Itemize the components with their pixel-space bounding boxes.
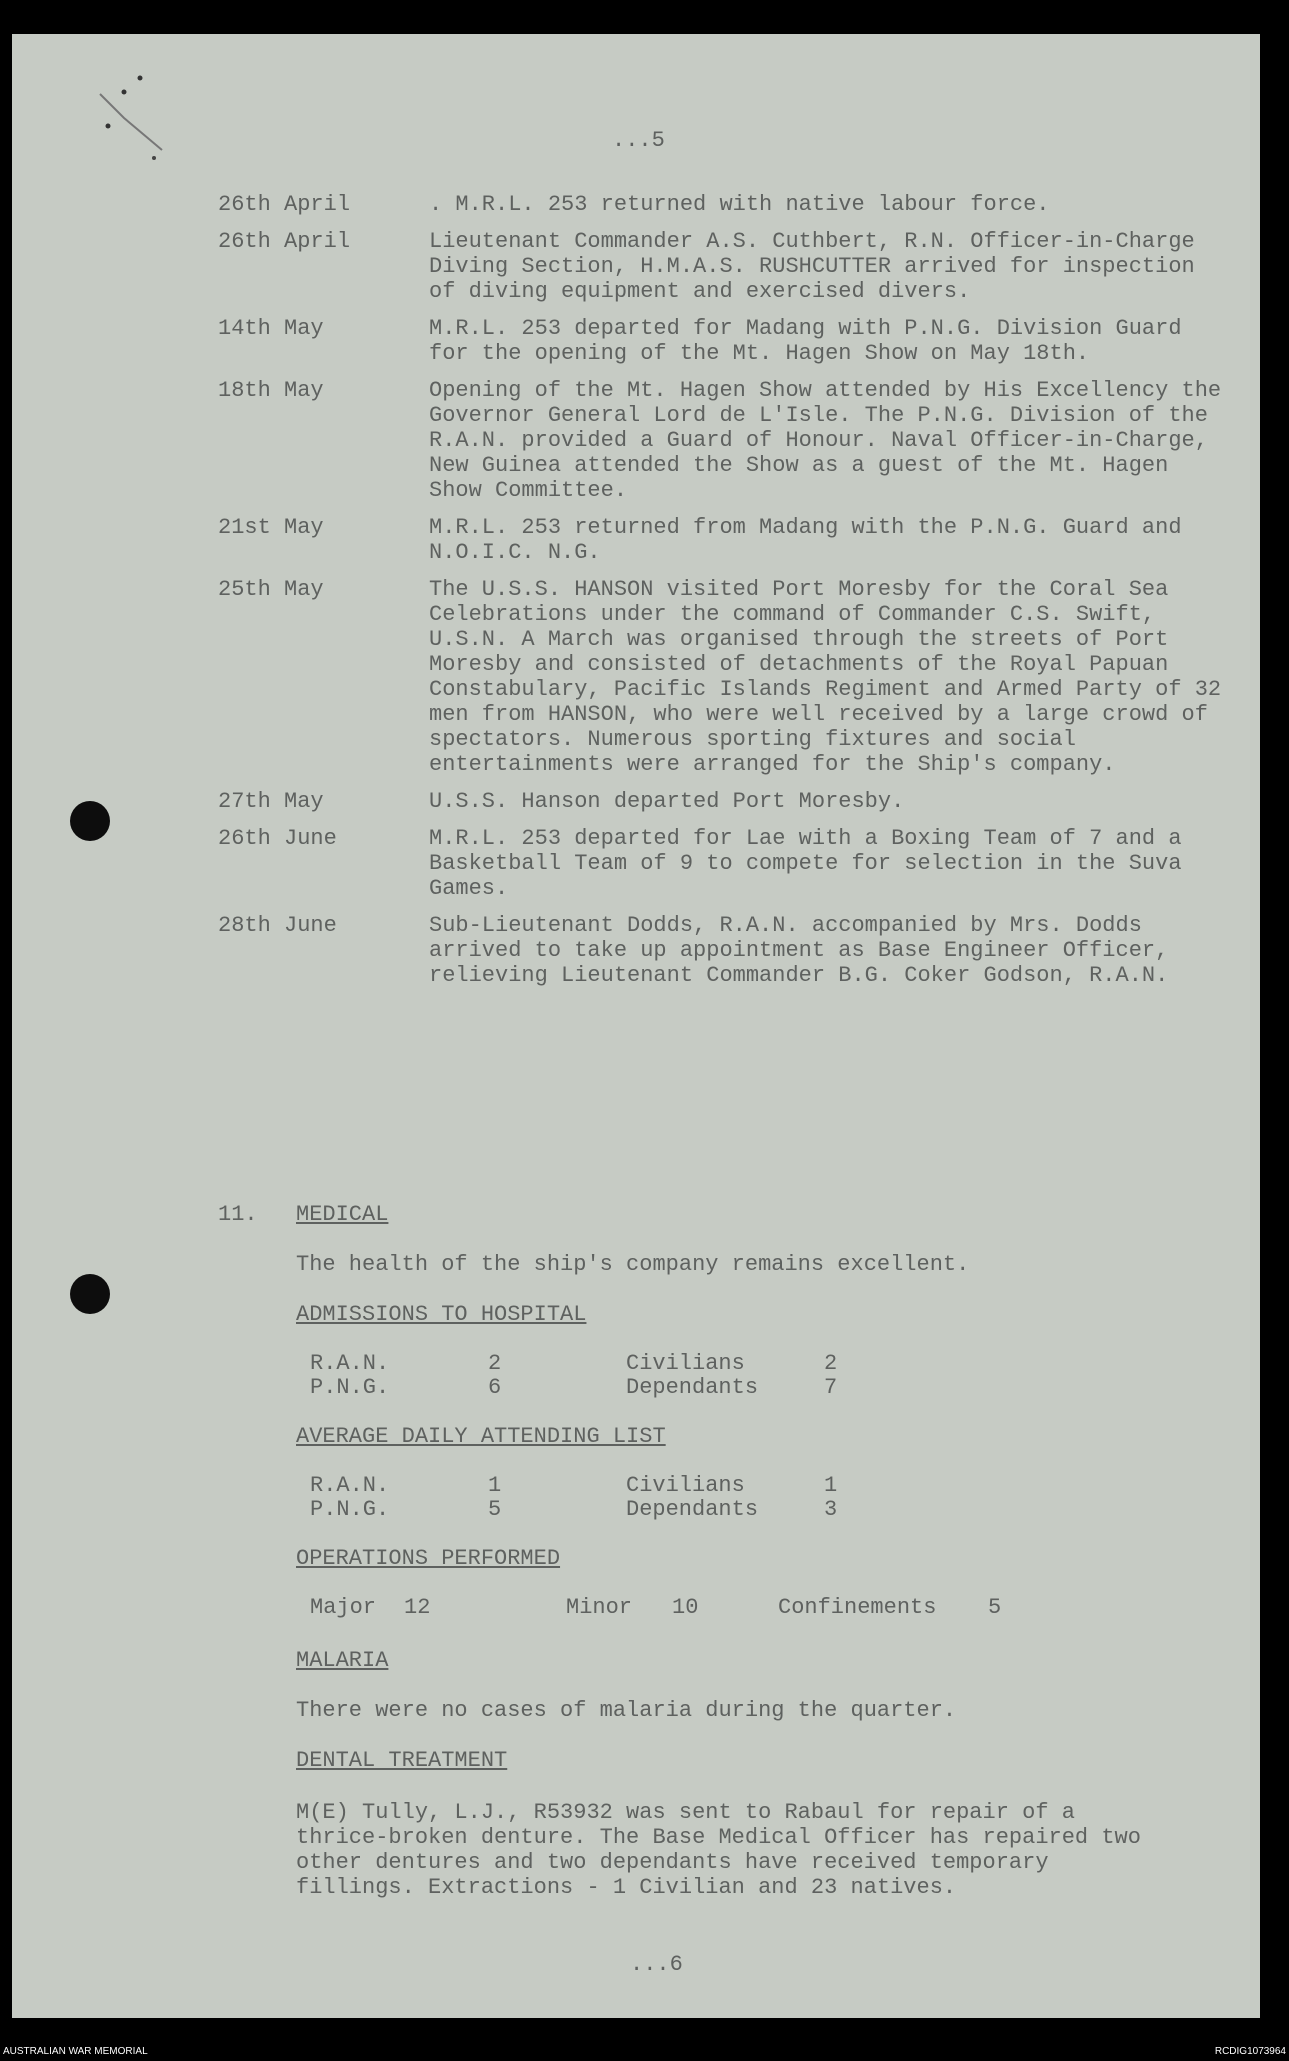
entry-date: 25th May: [218, 577, 324, 602]
operations-label: Minor: [566, 1595, 633, 1620]
entry-date: 26th June: [218, 826, 337, 851]
malaria-text: There were no cases of malaria during the quarter.: [296, 1698, 957, 1723]
admissions-label: R.A.N.: [310, 1351, 390, 1376]
entry-text: M.R.L. 253 returned from Madang with the P.N.G. Guard and N.O.I.C. N.G.: [429, 515, 1182, 565]
operations-value: 10: [672, 1595, 699, 1620]
entry-text: Opening of the Mt. Hagen Show attended by His Excellency the Governor General Lord de L'Isle. The P.N.G. Division of the R.A.N. provided a Guard of Honour. Naval Officer-in-Charge, New Guinea attended the Show as a guest of the Mt. Hagen Show Committee.: [429, 378, 1222, 503]
medical-heading: MEDICAL: [296, 1202, 389, 1227]
diary-entry: [12, 789, 1260, 814]
admissions-value: 7: [824, 1375, 838, 1400]
entry-date: 26th April: [218, 192, 351, 217]
attending-label: Civilians: [626, 1473, 745, 1498]
dental-heading: DENTAL TREATMENT: [296, 1748, 508, 1773]
entry-date: 18th May: [218, 378, 324, 403]
document-page: [12, 34, 1260, 2018]
admissions-label: Civilians: [626, 1351, 745, 1376]
admissions-value: 6: [488, 1375, 502, 1400]
entry-date: 26th April: [218, 229, 351, 254]
operations-label: Confinements: [778, 1595, 937, 1620]
operations-value: 5: [988, 1595, 1002, 1620]
diary-entry: [12, 515, 1260, 565]
entry-date: 28th June: [218, 913, 337, 938]
diary-entries: [12, 192, 1260, 1000]
footer-record-id: RCDIG1073964: [1214, 2046, 1286, 2057]
admissions-label: P.N.G.: [310, 1375, 390, 1400]
operations-value: 12: [404, 1595, 431, 1620]
entry-text: M.R.L. 253 departed for Lae with a Boxing Team of 7 and a Basketball Team of 9 to compete for selection in the Suva Games.: [429, 826, 1182, 901]
dental-text: M(E) Tully, L.J., R53932 was sent to Rabaul for repair of a thrice-broken denture. The Base Medical Officer has repaired two other dentures and two dependants have received temporary fillings. Extractions - 1 Civilian and 23 natives.: [296, 1800, 1141, 1900]
entry-date: 14th May: [218, 316, 324, 341]
malaria-heading: MALARIA: [296, 1648, 389, 1673]
attending-heading: AVERAGE DAILY ATTENDING LIST: [296, 1424, 666, 1449]
entry-text: M.R.L. 253 departed for Madang with P.N.G. Division Guard for the opening of the Mt. Hagen Show on May 18th.: [429, 316, 1182, 366]
entry-text: U.S.S. Hanson departed Port Moresby.: [429, 789, 905, 814]
admissions-heading: ADMISSIONS TO HOSPITAL: [296, 1302, 587, 1327]
diary-entry: [12, 913, 1260, 988]
page-number-top: ...5: [612, 128, 665, 153]
diary-entry: [12, 316, 1260, 366]
attending-label: Dependants: [626, 1497, 759, 1522]
attending-value: 3: [824, 1497, 838, 1522]
entry-text: Lieutenant Commander A.S. Cuthbert, R.N. Officer-in-Charge Diving Section, H.M.A.S. RUSHCUTTER arrived for inspection of diving equipment and exercised divers.: [429, 229, 1195, 304]
admissions-value: 2: [824, 1351, 838, 1376]
diary-entry: [12, 577, 1260, 777]
entry-text: The U.S.S. HANSON visited Port Moresby for the Coral Sea Celebrations under the command of Commander C.S. Swift, U.S.N. A March was organised through the streets of Port Moresby and consisted of detachments of the Royal Papuan Constabulary, Pacific Islands Regiment and Armed Party of 32 men from HANSON, who were well received by a large crowd of spectators. Numerous sporting fixtures and social entertainments were arranged for the Ship's company.: [429, 577, 1222, 777]
attending-value: 1: [824, 1473, 838, 1498]
section-number: 11.: [218, 1202, 258, 1227]
attending-label: P.N.G.: [310, 1497, 390, 1522]
attending-value: 1: [488, 1473, 502, 1498]
entry-text: . M.R.L. 253 returned with native labour force.: [429, 192, 1050, 217]
diary-entry: [12, 229, 1260, 304]
operations-heading: OPERATIONS PERFORMED: [296, 1546, 561, 1571]
footer-archive-name: AUSTRALIAN WAR MEMORIAL: [3, 2046, 148, 2057]
diary-entry: [12, 192, 1260, 217]
punch-hole-bottom: [70, 1274, 110, 1314]
admissions-label: Dependants: [626, 1375, 759, 1400]
entry-text: Sub-Lieutenant Dodds, R.A.N. accompanied by Mrs. Dodds arrived to take up appointment as Base Engineer Officer, relieving Lieutenant Commander B.G. Coker Godson, R.A.N.: [429, 913, 1169, 988]
page-number-bottom: ...6: [630, 1952, 683, 1977]
operations-label: Major: [310, 1595, 377, 1620]
admissions-value: 2: [488, 1351, 502, 1376]
entry-date: 21st May: [218, 515, 324, 540]
corner-fold-marks: [12, 34, 172, 194]
diary-entry: [12, 378, 1260, 503]
diary-entry: [12, 826, 1260, 901]
medical-intro: The health of the ship's company remains excellent.: [296, 1252, 970, 1277]
attending-label: R.A.N.: [310, 1473, 390, 1498]
entry-date: 27th May: [218, 789, 324, 814]
attending-value: 5: [488, 1497, 502, 1522]
